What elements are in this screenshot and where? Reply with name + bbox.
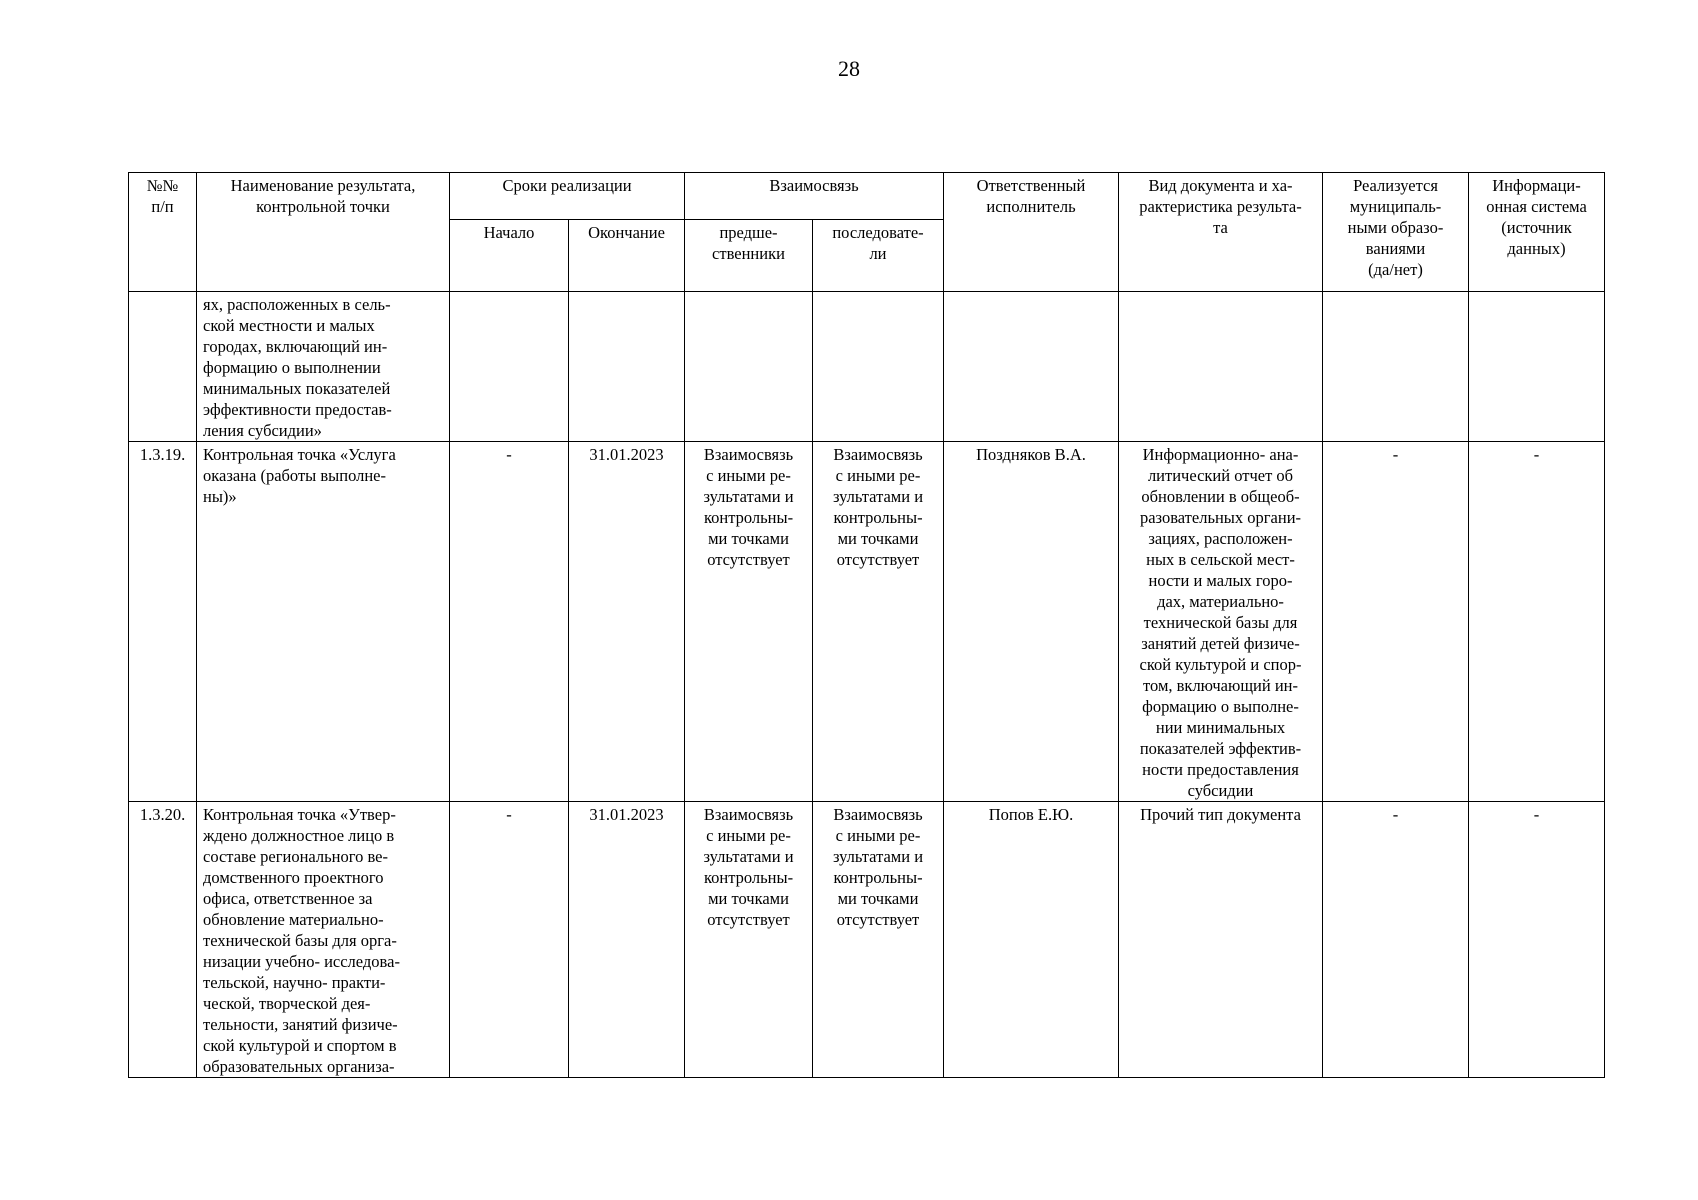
header-num: №№ п/п: [129, 173, 197, 292]
cell-start: [450, 292, 569, 442]
table-row: [129, 442, 1605, 802]
header-terms: Сроки реализации: [450, 173, 685, 220]
cell-num: [129, 292, 197, 442]
cell-responsible: Поздняков В.А.: [944, 442, 1119, 802]
page-number: 28: [838, 56, 860, 81]
header-end: Окончание: [569, 220, 685, 292]
cell-start: -: [450, 802, 569, 1078]
cell-municipal: -: [1323, 442, 1469, 802]
cell-successors: [813, 292, 944, 442]
cell-doc-type: [1119, 292, 1323, 442]
table-row: [129, 802, 1605, 1078]
cell-doc-type: Прочий тип документа: [1119, 802, 1323, 1078]
cell-predecessors: Взаимосвязь с иными ре- зультатами и контрольны- ми точками отсутствует: [685, 802, 813, 1078]
header-name: Наименование результата, контрольной точки: [197, 173, 450, 292]
header-municipal: Реализуется муниципаль- ными образо- ваниями (да/нет): [1323, 173, 1469, 292]
header-relation: Взаимосвязь: [685, 173, 944, 220]
header-predecessors: предше- ственники: [685, 220, 813, 292]
cell-start: -: [450, 442, 569, 802]
cell-end: 31.01.2023: [569, 802, 685, 1078]
header-responsible: Ответственный исполнитель: [944, 173, 1119, 292]
cell-municipal: [1323, 292, 1469, 442]
cell-doc-type: Информационно- ана- литический отчет об обновлении в общеоб- разовательных органи- зациях, расположен- ных в сельской мест- ности и малых горо- дах, материально- технической базы для занятий детей физиче- ской культурой и спор- том, включающий ин- формацию о выполне- нии минимальных показателей эффектив- ности предоставления субсидии: [1119, 442, 1323, 802]
header-doc-type: Вид документа и ха- рактеристика результа- та: [1119, 173, 1323, 292]
cell-name: Контрольная точка «Услуга оказана (работы выполне- ны)»: [197, 442, 450, 802]
cell-end: 31.01.2023: [569, 442, 685, 802]
cell-name: Контрольная точка «Утвер- ждено должностное лицо в составе регионального ве- домственного проектного офиса, ответственное за обновление материально- технической базы для орга- низации учебно- исследова- тельской, научно- практи- ческой, творческой дея- тельности, занятий физиче- ской культурой и спортом в образовательных организа-: [197, 802, 450, 1078]
cell-info-system: -: [1469, 442, 1605, 802]
cell-num: 1.3.19.: [129, 442, 197, 802]
cell-municipal: -: [1323, 802, 1469, 1078]
cell-predecessors: Взаимосвязь с иными ре- зультатами и контрольны- ми точками отсутствует: [685, 442, 813, 802]
results-table: [128, 172, 1605, 1078]
cell-responsible: Попов Е.Ю.: [944, 802, 1119, 1078]
header-successors: последовате- ли: [813, 220, 944, 292]
table-row: [129, 292, 1605, 442]
cell-num: 1.3.20.: [129, 802, 197, 1078]
cell-name: ях, расположенных в сель- ской местности и малых городах, включающий ин- формацию о выполнении минимальных показателей эффективности предостав- ления субсидии»: [197, 292, 450, 442]
cell-end: [569, 292, 685, 442]
cell-successors: Взаимосвязь с иными ре- зультатами и контрольны- ми точками отсутствует: [813, 442, 944, 802]
cell-info-system: -: [1469, 802, 1605, 1078]
cell-info-system: [1469, 292, 1605, 442]
header-info-system: Информаци- онная система (источник данных): [1469, 173, 1605, 292]
cell-successors: Взаимосвязь с иными ре- зультатами и контрольны- ми точками отсутствует: [813, 802, 944, 1078]
cell-responsible: [944, 292, 1119, 442]
cell-predecessors: [685, 292, 813, 442]
header-start: Начало: [450, 220, 569, 292]
header-row-1: [129, 173, 1605, 220]
